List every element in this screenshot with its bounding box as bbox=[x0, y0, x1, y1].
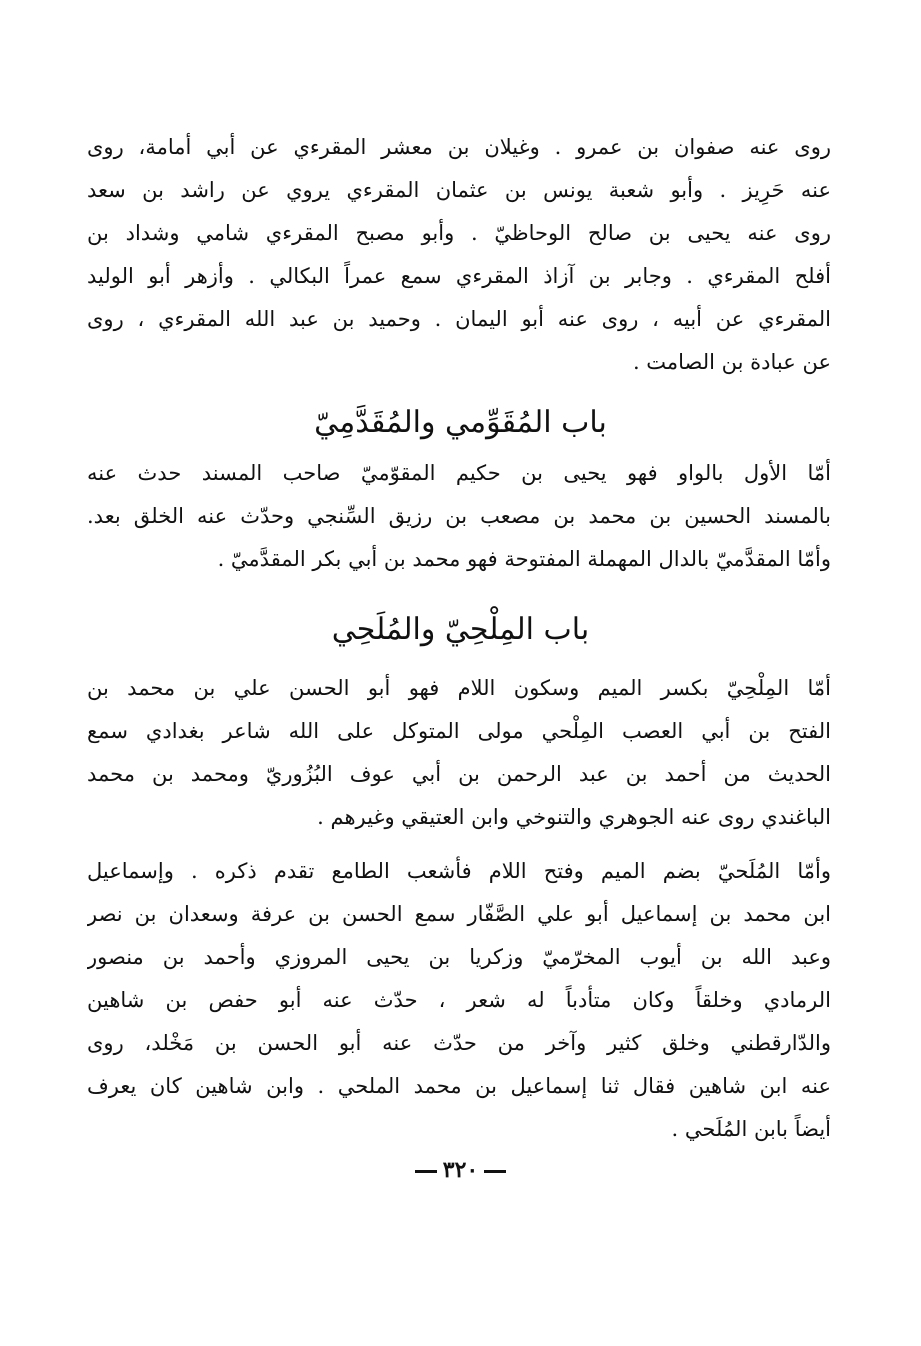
text-line: عنه ابن شاهين فقال ثنا إسماعيل بن محمد الملحي . وابن شاهين كان يعرف bbox=[87, 1074, 831, 1098]
dash-left bbox=[415, 1170, 437, 1173]
paragraph-2 bbox=[87, 452, 831, 581]
text-line: بالمسند الحسين بن محمد بن مصعب بن رزيق السِّنجي وحدّث عنه الخلق بعد. bbox=[87, 504, 831, 528]
text-line: أيضاً بابن المُلَحي . bbox=[671, 1117, 831, 1141]
text-line: ابن محمد بن إسماعيل أبو علي الصَّفّار سمع الحسن بن عرفة وسعدان بن نصر bbox=[87, 902, 831, 926]
page-number: ٣٢٠ bbox=[442, 1157, 479, 1183]
text-line: والدّارقطني وخلق كثير وآخر من حدّث عنه أبو الحسن بن مَخْلد، روى bbox=[87, 1031, 831, 1055]
text-line: الحديث من أحمد بن عبد الرحمن بن أبي عوف البُزُوريّ ومحمد بن محمد bbox=[87, 762, 831, 786]
text-line: أفلح المقرءي . وجابر بن آزاذ المقرءي سمع عمراً البكالي . وأزهر أبو الوليد bbox=[87, 264, 831, 288]
text-line: روى عنه يحيى بن صالح الوحاظيّ . وأبو مصبح المقرءي شامي وشداد بن bbox=[87, 221, 831, 245]
dash-right bbox=[484, 1170, 506, 1173]
text-line: روى عنه صفوان بن عمرو . وغيلان بن معشر المقرءي عن أبي أمامة، روى bbox=[87, 135, 831, 159]
text-line: عن عبادة بن الصامت . bbox=[632, 350, 831, 374]
text-line: أمّا المِلْحِيّ بكسر الميم وسكون اللام فهو أبو الحسن علي بن محمد بن bbox=[87, 676, 831, 700]
paragraph-4 bbox=[87, 850, 831, 1151]
page-number-footer bbox=[0, 1150, 921, 1190]
text-line: الباغندي روى عنه الجوهري والتنوخي وابن العتيقي وغيرهم . bbox=[317, 805, 831, 829]
text-line: وعبد الله بن أيوب المخرّميّ وزكريا بن يحيى المروزي وأحمد بن منصور bbox=[87, 945, 831, 969]
section-heading-milhi: باب المِلْحِيّ والمُلَحِي bbox=[331, 612, 590, 647]
paragraph-1 bbox=[87, 126, 831, 384]
text-line: الفتح بن أبي العصب المِلْحي مولى المتوكل على الله شاعر بغدادي سمع bbox=[87, 719, 831, 743]
text-line: وأمّا المقدَّميّ بالدال المهملة المفتوحة فهو محمد بن أبي بكر المقدَّميّ . bbox=[217, 547, 831, 571]
section-heading-muqawwimi: باب المُقَوِّمي والمُقَدَّمِيّ bbox=[314, 405, 607, 440]
text-line: الرمادي وخلقاً وكان متأدباً له شعر ، حدّث عنه أبو حفص بن شاهين bbox=[87, 988, 831, 1012]
text-line: أمّا الأول بالواو فهو يحيى بن حكيم المقوّميّ صاحب المسند حدث عنه bbox=[87, 461, 831, 485]
text-line: المقرءي عن أبيه ، روى عنه أبو اليمان . وحميد بن عبد الله المقرءي ، روى bbox=[87, 307, 831, 331]
text-line: وأمّا المُلَحيّ بضم الميم وفتح اللام فأشعب الطامع تقدم ذكره . وإسماعيل bbox=[87, 859, 831, 883]
paragraph-3 bbox=[87, 667, 831, 839]
text-line: عنه حَرِيز . وأبو شعبة يونس بن عثمان المقرءي يروي عن راشد بن سعد bbox=[87, 178, 831, 202]
